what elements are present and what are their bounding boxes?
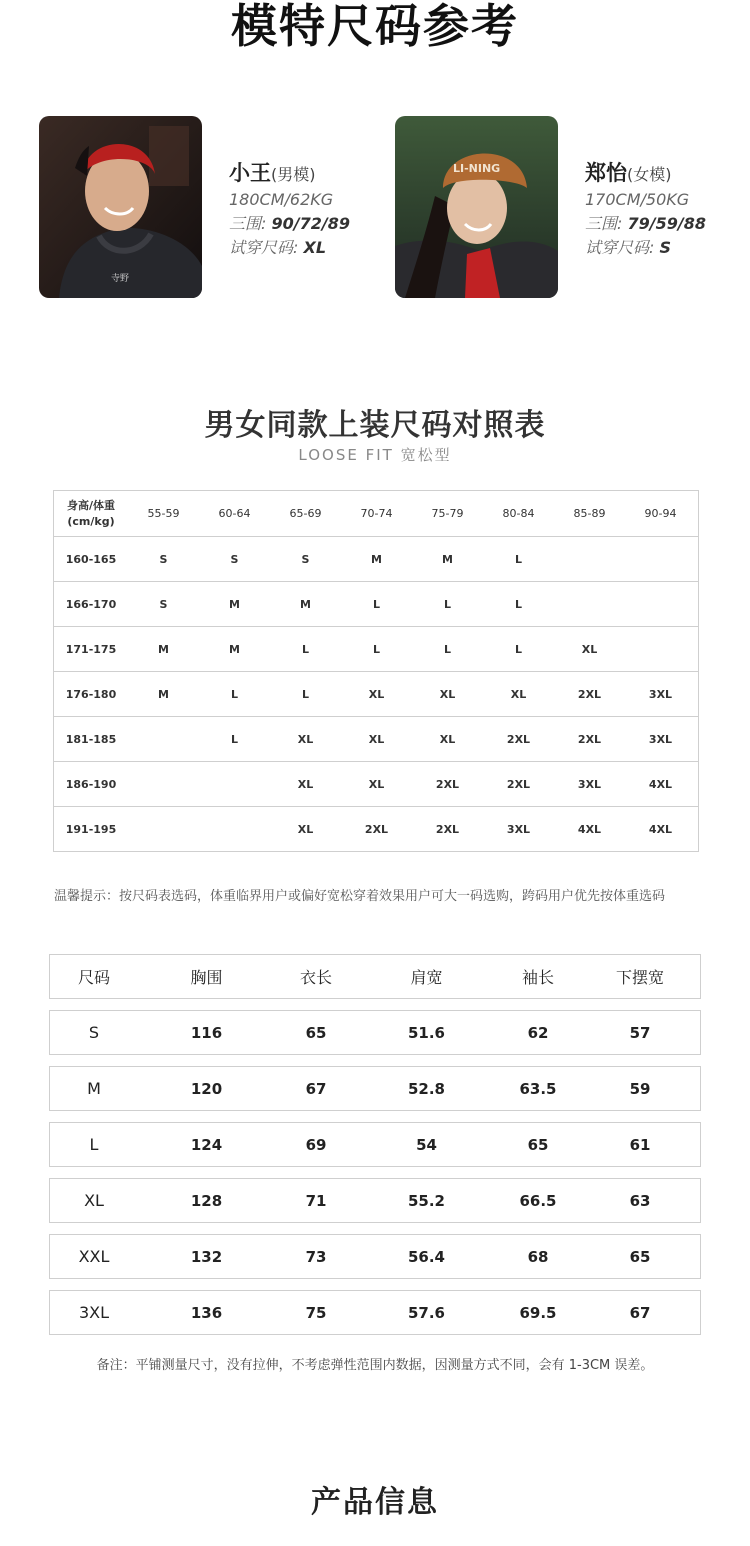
measurement-note: 备注：平铺测量尺寸，没有拉伸，不考虑弹性范围内数据，因测量方式不同，会有 1-3CM 误差。 (96, 1358, 654, 1373)
size-cell: S (230, 552, 239, 566)
male-model-info (229, 160, 350, 260)
measure-cell: 71 (305, 1191, 327, 1210)
measure-cell: 67 (629, 1303, 651, 1322)
model-try-size: 试穿尺码: XL (229, 238, 327, 257)
size-cell: 2XL (435, 777, 460, 791)
measure-cell: 116 (190, 1023, 223, 1042)
product-info-title: 产品信息 (311, 1485, 439, 1520)
size-label-cell: XXL (78, 1247, 110, 1266)
size-label-cell: S (88, 1023, 100, 1042)
size-cell: L (443, 597, 451, 611)
measure-cell: 63 (629, 1191, 651, 1210)
measurement-table (49, 954, 701, 1346)
size-label-cell: L (89, 1135, 99, 1154)
size-cell: L (372, 597, 380, 611)
table-row (54, 761, 698, 806)
model-try-size: 试穿尺码: S (585, 238, 672, 257)
table-header-row (49, 954, 701, 999)
size-cell: XL (297, 777, 314, 791)
size-cell: XL (581, 642, 598, 656)
size-cell: 4XL (648, 777, 673, 791)
male-model-photo (39, 116, 202, 298)
size-cell: S (159, 552, 168, 566)
measure-cell: 61 (629, 1135, 651, 1154)
model-name: 郑怡 (585, 161, 627, 185)
height-weight-size-table (53, 490, 699, 852)
table-row (54, 806, 698, 851)
table-row (49, 1010, 701, 1055)
model-height-weight: 170CM/50KG (585, 190, 690, 209)
page-title: 模特尺码参考 (231, 0, 519, 53)
measure-cell: 57 (629, 1023, 651, 1042)
measure-cell: 66.5 (519, 1191, 557, 1210)
size-cell: L (301, 687, 309, 701)
size-cell: XL (368, 732, 385, 746)
size-chart-subtitle: LOOSE FIT 宽松型 (298, 446, 452, 464)
female-model-info (585, 160, 706, 260)
size-cell: 2XL (577, 687, 602, 701)
measure-cell: 59 (629, 1079, 651, 1098)
size-tip: 温馨提示：按尺码表选码，体重临界用户或偏好宽松穿着效果用户可大一码选购，跨码用户优先按体重选码 (54, 889, 666, 904)
column-header: 尺码 (77, 968, 110, 987)
measure-cell: 69 (305, 1135, 327, 1154)
size-cell: M (158, 642, 169, 656)
size-cell: 3XL (648, 687, 673, 701)
model-measurements: 三围: 90/72/89 (229, 214, 350, 233)
size-cell: 4XL (577, 822, 602, 836)
height-cell: 191-195 (65, 822, 117, 836)
size-chart-title: 男女同款上装尺码对照表 (204, 408, 546, 443)
table-row (49, 1290, 701, 1335)
table-row (54, 626, 698, 671)
size-cell: M (229, 597, 240, 611)
table-row (54, 671, 698, 716)
weight-header: 80-84 (502, 507, 535, 520)
height-cell: 166-170 (65, 597, 117, 611)
weight-header: 90-94 (644, 507, 677, 520)
table-row (54, 581, 698, 626)
size-label-cell: 3XL (78, 1303, 110, 1322)
size-cell: 3XL (648, 732, 673, 746)
size-cell: L (514, 597, 522, 611)
measure-cell: 68 (527, 1247, 549, 1266)
measure-cell: 65 (527, 1135, 549, 1154)
model-height-weight: 180CM/62KG (229, 190, 334, 209)
table-header-row (54, 491, 698, 536)
size-cell: L (514, 642, 522, 656)
measure-cell: 65 (629, 1247, 651, 1266)
column-header: 肩宽 (410, 968, 443, 987)
size-cell: 4XL (648, 822, 673, 836)
model-name: 小王 (229, 161, 271, 185)
size-cell: XL (297, 822, 314, 836)
size-cell: 2XL (506, 777, 531, 791)
table-row (54, 536, 698, 581)
size-cell: M (300, 597, 311, 611)
size-cell: S (159, 597, 168, 611)
size-cell: 2XL (577, 732, 602, 746)
model-card-female (395, 116, 706, 298)
model-tag: (男模) (271, 165, 316, 184)
column-header: 下摆宽 (615, 968, 664, 987)
measure-cell: 56.4 (407, 1247, 445, 1266)
column-header: 衣长 (299, 968, 332, 987)
corner-header: 身高/体重 (cm/kg) (66, 498, 116, 528)
column-header: 胸围 (190, 968, 223, 987)
size-label-cell: XL (84, 1191, 104, 1210)
table-row (49, 1178, 701, 1223)
column-header: 袖长 (521, 968, 554, 987)
size-cell: 2XL (506, 732, 531, 746)
measure-cell: 136 (190, 1303, 223, 1322)
model-measurements: 三围: 79/59/88 (585, 214, 706, 233)
measure-cell: 54 (416, 1135, 437, 1154)
measure-cell: 65 (305, 1023, 327, 1042)
measure-cell: 62 (527, 1023, 549, 1042)
height-cell: 186-190 (65, 777, 117, 791)
svg-text:寺野: 寺野 (111, 274, 130, 284)
size-label-cell: M (87, 1079, 101, 1098)
height-cell: 171-175 (65, 642, 117, 656)
size-cell: M (229, 642, 240, 656)
size-cell: M (371, 552, 382, 566)
size-cell: L (230, 687, 238, 701)
female-model-photo (395, 116, 558, 298)
weight-header: 55-59 (147, 507, 180, 520)
measure-cell: 73 (305, 1247, 327, 1266)
model-card-male (39, 116, 350, 298)
measure-cell: 69.5 (519, 1303, 557, 1322)
size-cell: XL (368, 777, 385, 791)
measure-cell: 67 (305, 1079, 327, 1098)
height-cell: 160-165 (65, 552, 117, 566)
measure-cell: 128 (190, 1191, 223, 1210)
weight-header: 65-69 (289, 507, 322, 520)
size-cell: XL (439, 732, 456, 746)
size-cell: L (230, 732, 238, 746)
size-cell: M (442, 552, 453, 566)
height-cell: 176-180 (65, 687, 117, 701)
size-cell: 2XL (435, 822, 460, 836)
measure-cell: 52.8 (407, 1079, 445, 1098)
weight-header: 60-64 (218, 507, 251, 520)
table-row (54, 716, 698, 761)
size-cell: L (301, 642, 309, 656)
weight-header: 85-89 (573, 507, 606, 520)
size-cell: XL (510, 687, 527, 701)
table-row (49, 1122, 701, 1167)
size-cell: 2XL (364, 822, 389, 836)
size-cell: 3XL (577, 777, 602, 791)
measure-cell: 51.6 (407, 1023, 445, 1042)
measure-cell: 63.5 (519, 1079, 557, 1098)
svg-text:LI-NING: LI-NING (453, 162, 501, 175)
size-cell: 3XL (506, 822, 531, 836)
size-cell: XL (368, 687, 385, 701)
size-cell: L (514, 552, 522, 566)
height-cell: 181-185 (65, 732, 117, 746)
measure-cell: 132 (190, 1247, 223, 1266)
size-cell: XL (439, 687, 456, 701)
size-cell: M (158, 687, 169, 701)
measure-cell: 124 (190, 1135, 223, 1154)
size-cell: L (372, 642, 380, 656)
size-cell: S (301, 552, 310, 566)
measure-cell: 57.6 (407, 1303, 445, 1322)
measure-cell: 120 (190, 1079, 223, 1098)
size-cell: XL (297, 732, 314, 746)
weight-header: 75-79 (431, 507, 464, 520)
table-row (49, 1066, 701, 1111)
weight-header: 70-74 (360, 507, 393, 520)
size-cell: L (443, 642, 451, 656)
model-tag: (女模) (627, 165, 672, 184)
measure-cell: 75 (305, 1303, 327, 1322)
measure-cell: 55.2 (407, 1191, 445, 1210)
table-row (49, 1234, 701, 1279)
